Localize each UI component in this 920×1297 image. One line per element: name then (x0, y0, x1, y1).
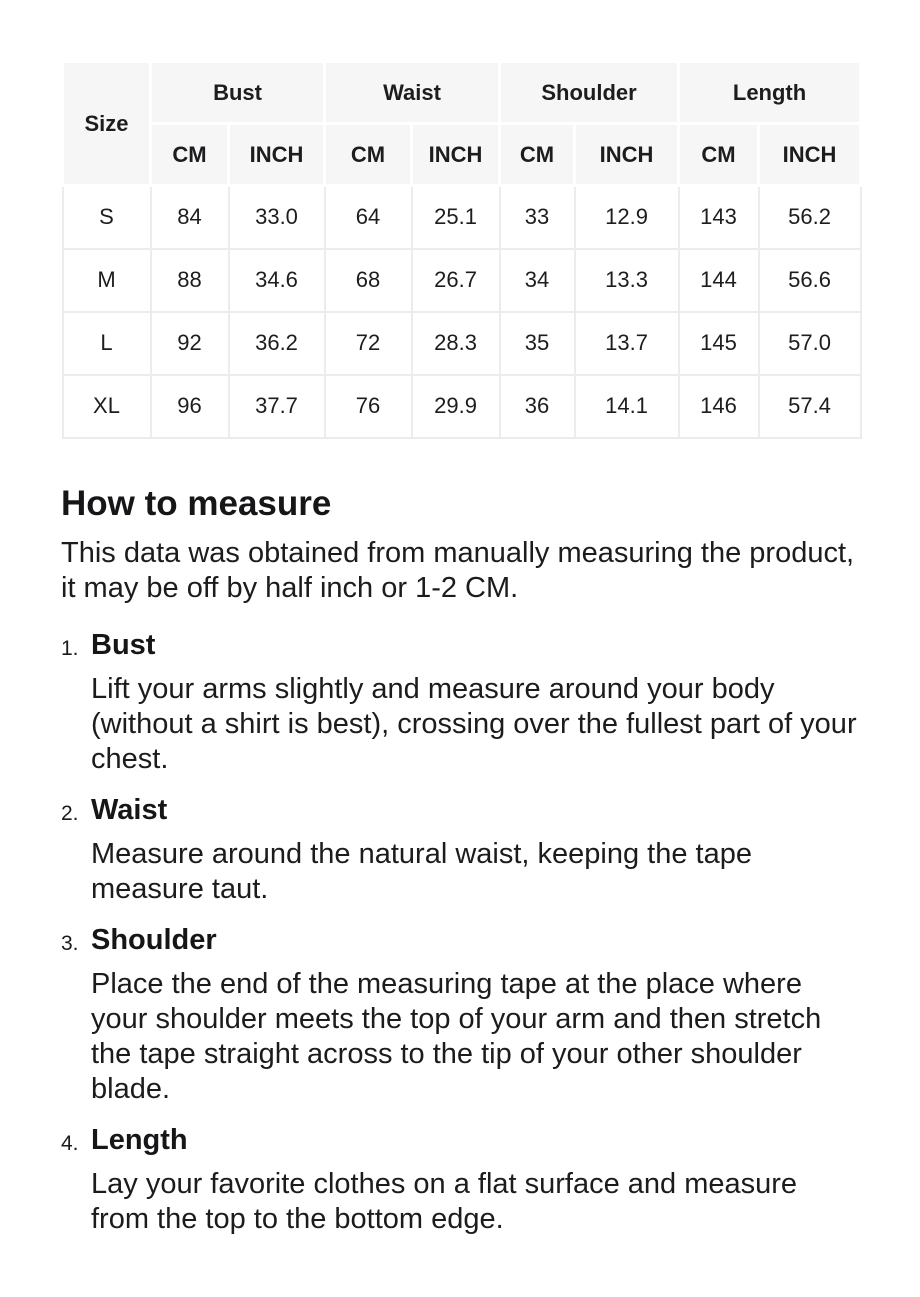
measurement-cell: 14.1 (575, 375, 679, 438)
measurement-cell: 143 (679, 186, 759, 249)
measurement-cell: 84 (151, 186, 229, 249)
measurement-cell: 28.3 (412, 312, 500, 375)
shoulder-group-header: Shoulder (500, 62, 679, 124)
table-row-s (63, 186, 861, 249)
size-column-header: Size (63, 62, 151, 186)
step-title: Waist (91, 793, 168, 826)
size-cell: L (63, 312, 151, 375)
list-item-bust (61, 628, 859, 777)
header-group-row (63, 62, 861, 124)
bust-inch-header: INCH (229, 124, 325, 186)
step-body (91, 628, 859, 777)
length-inch-header: INCH (759, 124, 861, 186)
waist-inch-header: INCH (412, 124, 500, 186)
measurement-cell: 33 (500, 186, 575, 249)
measurement-cell: 64 (325, 186, 412, 249)
size-chart-body (63, 186, 861, 438)
size-chart-header (63, 62, 861, 186)
step-body (91, 923, 859, 1107)
measurement-cell: 146 (679, 375, 759, 438)
measurement-cell: 88 (151, 249, 229, 312)
measurement-cell: 26.7 (412, 249, 500, 312)
bust-group-header: Bust (151, 62, 325, 124)
measurement-cell: 56.6 (759, 249, 861, 312)
header-unit-row (63, 124, 861, 186)
measurement-cell: 92 (151, 312, 229, 375)
step-body (91, 793, 859, 907)
measurement-cell: 57.0 (759, 312, 861, 375)
step-description: Lift your arms slightly and measure around your body (without a shirt is best), crossing over the fullest part of your chest. (91, 672, 857, 775)
measurement-cell: 34 (500, 249, 575, 312)
how-to-measure-title: How to measure (61, 483, 332, 523)
length-cm-header: CM (679, 124, 759, 186)
measurement-cell: 96 (151, 375, 229, 438)
list-item-waist (61, 793, 859, 907)
waist-group-header: Waist (325, 62, 500, 124)
measurement-cell: 35 (500, 312, 575, 375)
waist-cm-header: CM (325, 124, 412, 186)
step-number: 3. (61, 931, 79, 955)
step-description: Lay your favorite clothes on a flat surface and measure from the top to the bottom edge. (91, 1167, 798, 1235)
measurement-cell: 56.2 (759, 186, 861, 249)
measurement-cell: 25.1 (412, 186, 500, 249)
measurement-cell: 36.2 (229, 312, 325, 375)
list-item-length (61, 1123, 859, 1237)
list-item-shoulder (61, 923, 859, 1107)
size-cell: XL (63, 375, 151, 438)
length-group-header: Length (679, 62, 861, 124)
measurement-cell: 72 (325, 312, 412, 375)
step-number: 1. (61, 636, 79, 660)
step-title: Shoulder (91, 923, 217, 956)
shoulder-inch-header: INCH (575, 124, 679, 186)
measurement-cell: 57.4 (759, 375, 861, 438)
measurement-cell: 76 (325, 375, 412, 438)
measurement-cell: 13.3 (575, 249, 679, 312)
step-number: 4. (61, 1131, 79, 1155)
size-chart-table (61, 60, 862, 439)
measurement-cell: 13.7 (575, 312, 679, 375)
measurement-cell: 12.9 (575, 186, 679, 249)
measurement-cell: 144 (679, 249, 759, 312)
step-description: Place the end of the measuring tape at the place where your shoulder meets the top of your arm and then stretch the tape straight across to the tip of your other shoulder blade. (91, 967, 822, 1105)
step-description: Measure around the natural waist, keeping the tape measure taut. (91, 837, 752, 905)
measurement-cell: 29.9 (412, 375, 500, 438)
measure-steps-list (61, 628, 859, 1237)
step-number: 2. (61, 801, 79, 825)
measurement-cell: 36 (500, 375, 575, 438)
table-row-l (63, 312, 861, 375)
size-cell: M (63, 249, 151, 312)
shoulder-cm-header: CM (500, 124, 575, 186)
measurement-cell: 68 (325, 249, 412, 312)
measurement-cell: 33.0 (229, 186, 325, 249)
table-row-xl (63, 375, 861, 438)
step-title: Length (91, 1123, 188, 1156)
measurement-cell: 145 (679, 312, 759, 375)
measurement-cell: 37.7 (229, 375, 325, 438)
step-body (91, 1123, 859, 1237)
how-to-measure-intro: This data was obtained from manually measuring the product, it may be off by half inch or 1-2 CM. (61, 536, 855, 604)
bust-cm-header: CM (151, 124, 229, 186)
step-title: Bust (91, 628, 156, 661)
measurement-cell: 34.6 (229, 249, 325, 312)
size-cell: S (63, 186, 151, 249)
table-row-m (63, 249, 861, 312)
